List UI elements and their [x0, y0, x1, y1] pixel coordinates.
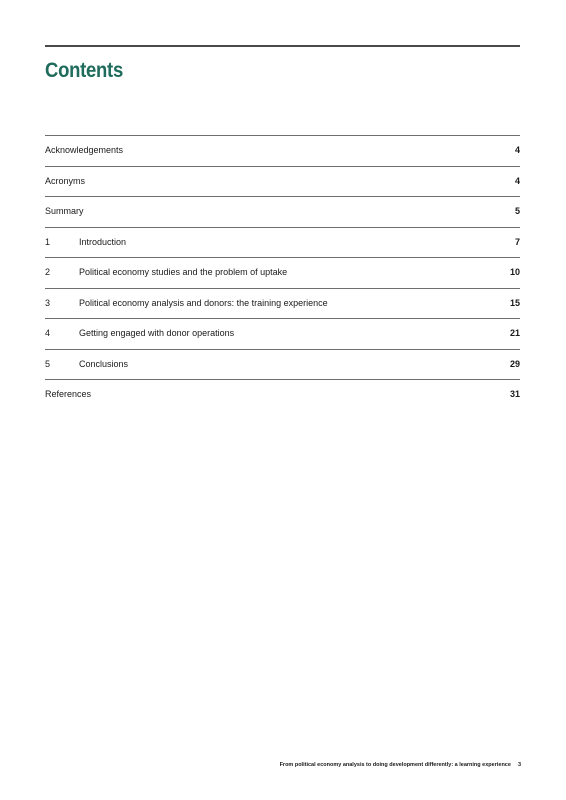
page-title: Contents	[45, 59, 123, 82]
toc-entry-training-experience[interactable]	[45, 289, 520, 320]
toc-entry-page: 4	[514, 145, 520, 155]
toc-entry-number: 3	[45, 297, 51, 308]
toc-entry-label: Acronyms	[45, 175, 86, 186]
toc-entry-references[interactable]	[45, 380, 520, 410]
top-rule	[45, 45, 520, 47]
toc-entry-introduction[interactable]	[45, 228, 520, 259]
toc-entry-label: Conclusions	[79, 358, 129, 369]
toc-entry-label: Political economy studies and the problem of uptake	[79, 267, 288, 277]
toc-entry-donor-operations[interactable]	[45, 319, 520, 350]
toc-entry-page: 7	[514, 236, 520, 247]
toc-entry-label: References	[45, 389, 92, 399]
footer-page-number: 3	[517, 762, 521, 768]
toc-entry-label: Getting engaged with donor operations	[79, 328, 235, 338]
toc-entry-summary[interactable]	[45, 197, 520, 228]
toc-entry-page: 15	[509, 297, 520, 308]
toc-entry-acknowledgements[interactable]	[45, 136, 520, 167]
toc-entry-page: 5	[514, 206, 520, 216]
toc-entry-number: 1	[45, 236, 51, 247]
toc-entry-page: 31	[509, 389, 520, 399]
toc-entry-label: Introduction	[79, 236, 127, 247]
toc-entry-conclusions[interactable]	[45, 350, 520, 381]
toc-entry-label: Political economy analysis and donors: the training experience	[79, 297, 328, 308]
toc-entry-number: 2	[45, 267, 51, 277]
toc-entry-label: Acknowledgements	[45, 145, 124, 155]
toc-entry-number: 4	[45, 328, 51, 338]
table-of-contents	[45, 135, 520, 410]
toc-entry-label: Summary	[45, 206, 84, 216]
toc-entry-political-economy-studies[interactable]	[45, 258, 520, 289]
toc-entry-page: 10	[509, 267, 520, 277]
toc-entry-number: 5	[45, 358, 51, 369]
toc-entry-page: 29	[509, 358, 520, 369]
toc-entry-acronyms[interactable]	[45, 167, 520, 198]
toc-entry-page: 21	[509, 328, 520, 338]
footer-running-title: From political economy analysis to doing development differently: a learning experience	[279, 762, 511, 768]
page-footer	[280, 762, 521, 768]
toc-entry-page: 4	[514, 175, 520, 186]
